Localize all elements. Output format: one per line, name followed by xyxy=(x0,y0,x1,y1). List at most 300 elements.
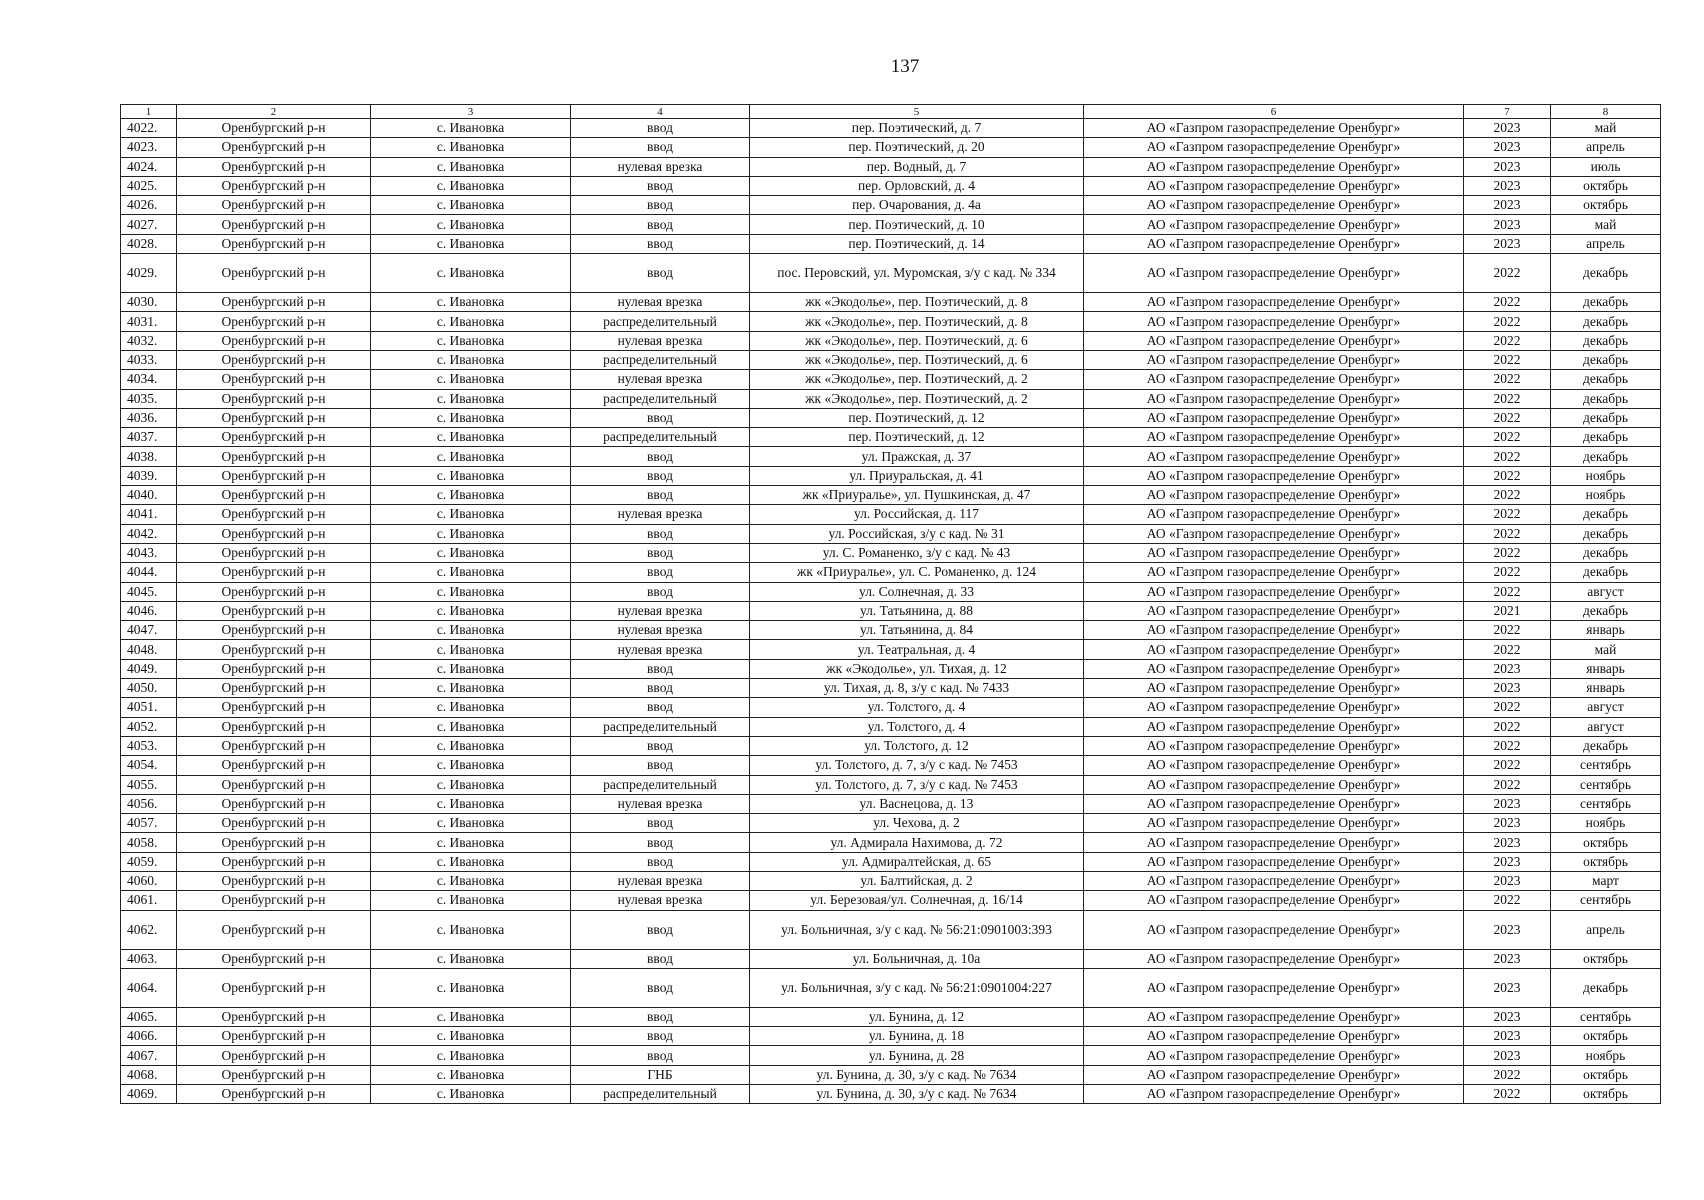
district-cell: Оренбургский р-н xyxy=(177,640,371,659)
year-cell: 2022 xyxy=(1464,408,1551,427)
table-row xyxy=(121,215,1661,234)
address-cell: ул. Бунина, д. 28 xyxy=(750,1046,1084,1065)
organization-cell: АО «Газпром газораспределение Оренбург» xyxy=(1084,119,1464,138)
row-number-cell: 4042. xyxy=(121,524,177,543)
work-type-cell: ввод xyxy=(571,543,750,562)
column-number: 5 xyxy=(750,105,1084,119)
table-row xyxy=(121,1046,1661,1065)
table-row xyxy=(121,814,1661,833)
year-cell: 2022 xyxy=(1464,254,1551,293)
work-type-cell: нулевая врезка xyxy=(571,370,750,389)
organization-cell: АО «Газпром газораспределение Оренбург» xyxy=(1084,524,1464,543)
work-type-cell: распределительный xyxy=(571,428,750,447)
locality-cell: с. Ивановка xyxy=(371,794,571,813)
locality-cell: с. Ивановка xyxy=(371,466,571,485)
work-type-cell: нулевая врезка xyxy=(571,293,750,312)
year-cell: 2022 xyxy=(1464,350,1551,369)
address-cell: пер. Поэтический, д. 7 xyxy=(750,119,1084,138)
work-type-cell: распределительный xyxy=(571,775,750,794)
locality-cell: с. Ивановка xyxy=(371,254,571,293)
table-row xyxy=(121,447,1661,466)
table-row xyxy=(121,543,1661,562)
locality-cell: с. Ивановка xyxy=(371,871,571,890)
organization-cell: АО «Газпром газораспределение Оренбург» xyxy=(1084,1007,1464,1026)
locality-cell: с. Ивановка xyxy=(371,814,571,833)
locality-cell: с. Ивановка xyxy=(371,428,571,447)
district-cell: Оренбургский р-н xyxy=(177,215,371,234)
district-cell: Оренбургский р-н xyxy=(177,833,371,852)
month-cell: декабрь xyxy=(1551,370,1661,389)
row-number-cell: 4053. xyxy=(121,736,177,755)
district-cell: Оренбургский р-н xyxy=(177,582,371,601)
table-row xyxy=(121,717,1661,736)
work-type-cell: нулевая врезка xyxy=(571,621,750,640)
address-cell: ул. Российская, з/у с кад. № 31 xyxy=(750,524,1084,543)
work-type-cell: ввод xyxy=(571,176,750,195)
year-cell: 2023 xyxy=(1464,833,1551,852)
district-cell: Оренбургский р-н xyxy=(177,659,371,678)
work-type-cell: распределительный xyxy=(571,717,750,736)
month-cell: август xyxy=(1551,582,1661,601)
locality-cell: с. Ивановка xyxy=(371,833,571,852)
year-cell: 2022 xyxy=(1464,756,1551,775)
table-row xyxy=(121,138,1661,157)
table-row xyxy=(121,408,1661,427)
locality-cell: с. Ивановка xyxy=(371,756,571,775)
locality-cell: с. Ивановка xyxy=(371,389,571,408)
row-number-cell: 4039. xyxy=(121,466,177,485)
organization-cell: АО «Газпром газораспределение Оренбург» xyxy=(1084,312,1464,331)
organization-cell: АО «Газпром газораспределение Оренбург» xyxy=(1084,601,1464,620)
work-type-cell: ввод xyxy=(571,524,750,543)
organization-cell: АО «Газпром газораспределение Оренбург» xyxy=(1084,176,1464,195)
table-row xyxy=(121,196,1661,215)
address-cell: ул. Бунина, д. 12 xyxy=(750,1007,1084,1026)
month-cell: октябрь xyxy=(1551,949,1661,968)
month-cell: июль xyxy=(1551,157,1661,176)
table-row xyxy=(121,1085,1661,1104)
month-cell: октябрь xyxy=(1551,1085,1661,1104)
organization-cell: АО «Газпром газораспределение Оренбург» xyxy=(1084,1085,1464,1104)
organization-cell: АО «Газпром газораспределение Оренбург» xyxy=(1084,447,1464,466)
row-number-cell: 4027. xyxy=(121,215,177,234)
organization-cell: АО «Газпром газораспределение Оренбург» xyxy=(1084,621,1464,640)
address-cell: ул. Березовая/ул. Солнечная, д. 16/14 xyxy=(750,891,1084,910)
address-cell: пос. Перовский, ул. Муромская, з/у с кад. № 334 xyxy=(750,254,1084,293)
table-row xyxy=(121,891,1661,910)
work-type-cell: ввод xyxy=(571,447,750,466)
address-cell: пер. Очарования, д. 4а xyxy=(750,196,1084,215)
work-type-cell: ввод xyxy=(571,254,750,293)
district-cell: Оренбургский р-н xyxy=(177,794,371,813)
year-cell: 2022 xyxy=(1464,428,1551,447)
column-number: 7 xyxy=(1464,105,1551,119)
organization-cell: АО «Газпром газораспределение Оренбург» xyxy=(1084,1065,1464,1084)
work-type-cell: ввод xyxy=(571,1007,750,1026)
address-cell: пер. Поэтический, д. 12 xyxy=(750,408,1084,427)
address-cell: ул. Толстого, д. 7, з/у с кад. № 7453 xyxy=(750,775,1084,794)
month-cell: январь xyxy=(1551,659,1661,678)
month-cell: декабрь xyxy=(1551,447,1661,466)
district-cell: Оренбургский р-н xyxy=(177,775,371,794)
row-number-cell: 4023. xyxy=(121,138,177,157)
month-cell: декабрь xyxy=(1551,563,1661,582)
row-number-cell: 4064. xyxy=(121,968,177,1007)
year-cell: 2022 xyxy=(1464,717,1551,736)
row-number-cell: 4059. xyxy=(121,852,177,871)
organization-cell: АО «Газпром газораспределение Оренбург» xyxy=(1084,157,1464,176)
work-type-cell: нулевая врезка xyxy=(571,601,750,620)
locality-cell: с. Ивановка xyxy=(371,1027,571,1046)
work-type-cell: распределительный xyxy=(571,312,750,331)
table-row xyxy=(121,1065,1661,1084)
district-cell: Оренбургский р-н xyxy=(177,756,371,775)
address-cell: ул. С. Романенко, з/у с кад. № 43 xyxy=(750,543,1084,562)
row-number-cell: 4052. xyxy=(121,717,177,736)
month-cell: декабрь xyxy=(1551,505,1661,524)
month-cell: ноябрь xyxy=(1551,466,1661,485)
district-cell: Оренбургский р-н xyxy=(177,891,371,910)
address-cell: жк «Экодолье», ул. Тихая, д. 12 xyxy=(750,659,1084,678)
column-number: 6 xyxy=(1084,105,1464,119)
table-row xyxy=(121,563,1661,582)
district-cell: Оренбургский р-н xyxy=(177,910,371,949)
table-body xyxy=(121,119,1661,1104)
table-row xyxy=(121,1007,1661,1026)
month-cell: декабрь xyxy=(1551,524,1661,543)
column-number: 8 xyxy=(1551,105,1661,119)
district-cell: Оренбургский р-н xyxy=(177,176,371,195)
year-cell: 2023 xyxy=(1464,871,1551,890)
year-cell: 2022 xyxy=(1464,891,1551,910)
year-cell: 2022 xyxy=(1464,486,1551,505)
address-cell: жк «Экодолье», пер. Поэтический, д. 2 xyxy=(750,370,1084,389)
address-cell: ул. Толстого, д. 4 xyxy=(750,717,1084,736)
table-row xyxy=(121,293,1661,312)
month-cell: декабрь xyxy=(1551,293,1661,312)
address-cell: ул. Приуральская, д. 41 xyxy=(750,466,1084,485)
year-cell: 2022 xyxy=(1464,563,1551,582)
district-cell: Оренбургский р-н xyxy=(177,331,371,350)
district-cell: Оренбургский р-н xyxy=(177,254,371,293)
row-number-cell: 4036. xyxy=(121,408,177,427)
year-cell: 2022 xyxy=(1464,505,1551,524)
month-cell: май xyxy=(1551,119,1661,138)
table-row xyxy=(121,331,1661,350)
year-cell: 2023 xyxy=(1464,968,1551,1007)
district-cell: Оренбургский р-н xyxy=(177,736,371,755)
year-cell: 2022 xyxy=(1464,1085,1551,1104)
locality-cell: с. Ивановка xyxy=(371,949,571,968)
locality-cell: с. Ивановка xyxy=(371,640,571,659)
month-cell: март xyxy=(1551,871,1661,890)
table-row xyxy=(121,949,1661,968)
locality-cell: с. Ивановка xyxy=(371,659,571,678)
organization-cell: АО «Газпром газораспределение Оренбург» xyxy=(1084,794,1464,813)
locality-cell: с. Ивановка xyxy=(371,563,571,582)
row-number-cell: 4025. xyxy=(121,176,177,195)
table-row xyxy=(121,176,1661,195)
organization-cell: АО «Газпром газораспределение Оренбург» xyxy=(1084,293,1464,312)
district-cell: Оренбургский р-н xyxy=(177,408,371,427)
work-type-cell: ввод xyxy=(571,215,750,234)
district-cell: Оренбургский р-н xyxy=(177,119,371,138)
row-number-cell: 4060. xyxy=(121,871,177,890)
district-cell: Оренбургский р-н xyxy=(177,852,371,871)
district-cell: Оренбургский р-н xyxy=(177,871,371,890)
column-number: 2 xyxy=(177,105,371,119)
address-cell: жк «Приуралье», ул. Пушкинская, д. 47 xyxy=(750,486,1084,505)
work-type-cell: ГНБ xyxy=(571,1065,750,1084)
month-cell: апрель xyxy=(1551,234,1661,253)
locality-cell: с. Ивановка xyxy=(371,505,571,524)
district-cell: Оренбургский р-н xyxy=(177,157,371,176)
year-cell: 2023 xyxy=(1464,234,1551,253)
row-number-cell: 4048. xyxy=(121,640,177,659)
row-number-cell: 4068. xyxy=(121,1065,177,1084)
organization-cell: АО «Газпром газораспределение Оренбург» xyxy=(1084,891,1464,910)
locality-cell: с. Ивановка xyxy=(371,775,571,794)
district-cell: Оренбургский р-н xyxy=(177,524,371,543)
locality-cell: с. Ивановка xyxy=(371,736,571,755)
month-cell: ноябрь xyxy=(1551,1046,1661,1065)
row-number-cell: 4038. xyxy=(121,447,177,466)
row-number-cell: 4050. xyxy=(121,679,177,698)
row-number-cell: 4035. xyxy=(121,389,177,408)
district-cell: Оренбургский р-н xyxy=(177,1027,371,1046)
locality-cell: с. Ивановка xyxy=(371,408,571,427)
work-type-cell: нулевая врезка xyxy=(571,505,750,524)
table-row xyxy=(121,119,1661,138)
row-number-cell: 4029. xyxy=(121,254,177,293)
row-number-cell: 4047. xyxy=(121,621,177,640)
table-row xyxy=(121,833,1661,852)
district-cell: Оренбургский р-н xyxy=(177,312,371,331)
locality-cell: с. Ивановка xyxy=(371,215,571,234)
work-type-cell: ввод xyxy=(571,852,750,871)
work-type-cell: ввод xyxy=(571,659,750,678)
column-number: 3 xyxy=(371,105,571,119)
locality-cell: с. Ивановка xyxy=(371,601,571,620)
address-cell: ул. Театральная, д. 4 xyxy=(750,640,1084,659)
table-row xyxy=(121,640,1661,659)
month-cell: май xyxy=(1551,215,1661,234)
month-cell: апрель xyxy=(1551,910,1661,949)
address-cell: пер. Поэтический, д. 10 xyxy=(750,215,1084,234)
table-row xyxy=(121,254,1661,293)
district-cell: Оренбургский р-н xyxy=(177,234,371,253)
month-cell: декабрь xyxy=(1551,312,1661,331)
address-cell: ул. Толстого, д. 12 xyxy=(750,736,1084,755)
address-cell: ул. Балтийская, д. 2 xyxy=(750,871,1084,890)
table-row xyxy=(121,350,1661,369)
month-cell: декабрь xyxy=(1551,389,1661,408)
month-cell: сентябрь xyxy=(1551,756,1661,775)
work-type-cell: ввод xyxy=(571,119,750,138)
year-cell: 2022 xyxy=(1464,293,1551,312)
year-cell: 2022 xyxy=(1464,524,1551,543)
year-cell: 2023 xyxy=(1464,119,1551,138)
organization-cell: АО «Газпром газораспределение Оренбург» xyxy=(1084,370,1464,389)
organization-cell: АО «Газпром газораспределение Оренбург» xyxy=(1084,775,1464,794)
year-cell: 2023 xyxy=(1464,814,1551,833)
address-cell: ул. Бунина, д. 30, з/у с кад. № 7634 xyxy=(750,1065,1084,1084)
year-cell: 2022 xyxy=(1464,466,1551,485)
year-cell: 2023 xyxy=(1464,176,1551,195)
table-row xyxy=(121,736,1661,755)
year-cell: 2022 xyxy=(1464,582,1551,601)
address-cell: жк «Экодолье», пер. Поэтический, д. 2 xyxy=(750,389,1084,408)
address-cell: жк «Экодолье», пер. Поэтический, д. 8 xyxy=(750,312,1084,331)
table-row xyxy=(121,312,1661,331)
month-cell: декабрь xyxy=(1551,601,1661,620)
district-cell: Оренбургский р-н xyxy=(177,1085,371,1104)
organization-cell: АО «Газпром газораспределение Оренбург» xyxy=(1084,350,1464,369)
locality-cell: с. Ивановка xyxy=(371,698,571,717)
locality-cell: с. Ивановка xyxy=(371,524,571,543)
address-cell: ул. Васнецова, д. 13 xyxy=(750,794,1084,813)
row-number-cell: 4051. xyxy=(121,698,177,717)
work-type-cell: ввод xyxy=(571,833,750,852)
address-cell: ул. Адмирала Нахимова, д. 72 xyxy=(750,833,1084,852)
month-cell: ноябрь xyxy=(1551,814,1661,833)
address-cell: пер. Поэтический, д. 14 xyxy=(750,234,1084,253)
work-type-cell: ввод xyxy=(571,1027,750,1046)
row-number-cell: 4049. xyxy=(121,659,177,678)
locality-cell: с. Ивановка xyxy=(371,350,571,369)
address-cell: ул. Чехова, д. 2 xyxy=(750,814,1084,833)
column-number-row xyxy=(121,105,1661,119)
table-row xyxy=(121,968,1661,1007)
month-cell: декабрь xyxy=(1551,331,1661,350)
address-cell: пер. Орловский, д. 4 xyxy=(750,176,1084,195)
row-number-cell: 4057. xyxy=(121,814,177,833)
year-cell: 2022 xyxy=(1464,331,1551,350)
organization-cell: АО «Газпром газораспределение Оренбург» xyxy=(1084,215,1464,234)
address-cell: ул. Пражская, д. 37 xyxy=(750,447,1084,466)
district-cell: Оренбургский р-н xyxy=(177,717,371,736)
row-number-cell: 4062. xyxy=(121,910,177,949)
year-cell: 2022 xyxy=(1464,1065,1551,1084)
address-cell: пер. Водный, д. 7 xyxy=(750,157,1084,176)
organization-cell: АО «Газпром газораспределение Оренбург» xyxy=(1084,505,1464,524)
district-cell: Оренбургский р-н xyxy=(177,621,371,640)
row-number-cell: 4066. xyxy=(121,1027,177,1046)
organization-cell: АО «Газпром газораспределение Оренбург» xyxy=(1084,408,1464,427)
organization-cell: АО «Газпром газораспределение Оренбург» xyxy=(1084,254,1464,293)
organization-cell: АО «Газпром газораспределение Оренбург» xyxy=(1084,331,1464,350)
table-row xyxy=(121,659,1661,678)
table-row xyxy=(121,621,1661,640)
row-number-cell: 4022. xyxy=(121,119,177,138)
work-type-cell: распределительный xyxy=(571,389,750,408)
table-row xyxy=(121,794,1661,813)
work-type-cell: ввод xyxy=(571,466,750,485)
district-cell: Оренбургский р-н xyxy=(177,1065,371,1084)
month-cell: декабрь xyxy=(1551,254,1661,293)
address-cell: ул. Российская, д. 117 xyxy=(750,505,1084,524)
register-table xyxy=(120,104,1661,1104)
locality-cell: с. Ивановка xyxy=(371,968,571,1007)
address-cell: ул. Бунина, д. 18 xyxy=(750,1027,1084,1046)
row-number-cell: 4028. xyxy=(121,234,177,253)
district-cell: Оренбургский р-н xyxy=(177,428,371,447)
district-cell: Оренбургский р-н xyxy=(177,466,371,485)
work-type-cell: нулевая врезка xyxy=(571,794,750,813)
district-cell: Оренбургский р-н xyxy=(177,293,371,312)
work-type-cell: ввод xyxy=(571,138,750,157)
locality-cell: с. Ивановка xyxy=(371,1007,571,1026)
district-cell: Оренбургский р-н xyxy=(177,196,371,215)
month-cell: ноябрь xyxy=(1551,486,1661,505)
address-cell: жк «Экодолье», пер. Поэтический, д. 6 xyxy=(750,350,1084,369)
table-row xyxy=(121,852,1661,871)
work-type-cell: нулевая врезка xyxy=(571,871,750,890)
address-cell: жк «Приуралье», ул. С. Романенко, д. 124 xyxy=(750,563,1084,582)
district-cell: Оренбургский р-н xyxy=(177,949,371,968)
work-type-cell: ввод xyxy=(571,486,750,505)
organization-cell: АО «Газпром газораспределение Оренбург» xyxy=(1084,196,1464,215)
table-row xyxy=(121,466,1661,485)
row-number-cell: 4058. xyxy=(121,833,177,852)
month-cell: январь xyxy=(1551,679,1661,698)
work-type-cell: ввод xyxy=(571,949,750,968)
organization-cell: АО «Газпром газораспределение Оренбург» xyxy=(1084,968,1464,1007)
table-row xyxy=(121,389,1661,408)
locality-cell: с. Ивановка xyxy=(371,1085,571,1104)
address-cell: ул. Бунина, д. 30, з/у с кад. № 7634 xyxy=(750,1085,1084,1104)
address-cell: ул. Татьянина, д. 88 xyxy=(750,601,1084,620)
district-cell: Оренбургский р-н xyxy=(177,1007,371,1026)
month-cell: декабрь xyxy=(1551,350,1661,369)
year-cell: 2023 xyxy=(1464,910,1551,949)
year-cell: 2023 xyxy=(1464,659,1551,678)
month-cell: декабрь xyxy=(1551,408,1661,427)
address-cell: жк «Экодолье», пер. Поэтический, д. 8 xyxy=(750,293,1084,312)
row-number-cell: 4044. xyxy=(121,563,177,582)
month-cell: октябрь xyxy=(1551,196,1661,215)
month-cell: август xyxy=(1551,717,1661,736)
year-cell: 2023 xyxy=(1464,157,1551,176)
organization-cell: АО «Газпром газораспределение Оренбург» xyxy=(1084,736,1464,755)
address-cell: пер. Поэтический, д. 20 xyxy=(750,138,1084,157)
organization-cell: АО «Газпром газораспределение Оренбург» xyxy=(1084,852,1464,871)
locality-cell: с. Ивановка xyxy=(371,157,571,176)
locality-cell: с. Ивановка xyxy=(371,891,571,910)
work-type-cell: распределительный xyxy=(571,350,750,369)
locality-cell: с. Ивановка xyxy=(371,486,571,505)
table-row xyxy=(121,234,1661,253)
table-row xyxy=(121,910,1661,949)
row-number-cell: 4040. xyxy=(121,486,177,505)
month-cell: октябрь xyxy=(1551,1027,1661,1046)
organization-cell: АО «Газпром газораспределение Оренбург» xyxy=(1084,389,1464,408)
work-type-cell: ввод xyxy=(571,196,750,215)
locality-cell: с. Ивановка xyxy=(371,293,571,312)
month-cell: декабрь xyxy=(1551,543,1661,562)
locality-cell: с. Ивановка xyxy=(371,910,571,949)
year-cell: 2022 xyxy=(1464,775,1551,794)
year-cell: 2023 xyxy=(1464,215,1551,234)
row-number-cell: 4037. xyxy=(121,428,177,447)
column-number: 1 xyxy=(121,105,177,119)
year-cell: 2023 xyxy=(1464,949,1551,968)
work-type-cell: ввод xyxy=(571,814,750,833)
row-number-cell: 4031. xyxy=(121,312,177,331)
month-cell: январь xyxy=(1551,621,1661,640)
address-cell: жк «Экодолье», пер. Поэтический, д. 6 xyxy=(750,331,1084,350)
work-type-cell: ввод xyxy=(571,563,750,582)
